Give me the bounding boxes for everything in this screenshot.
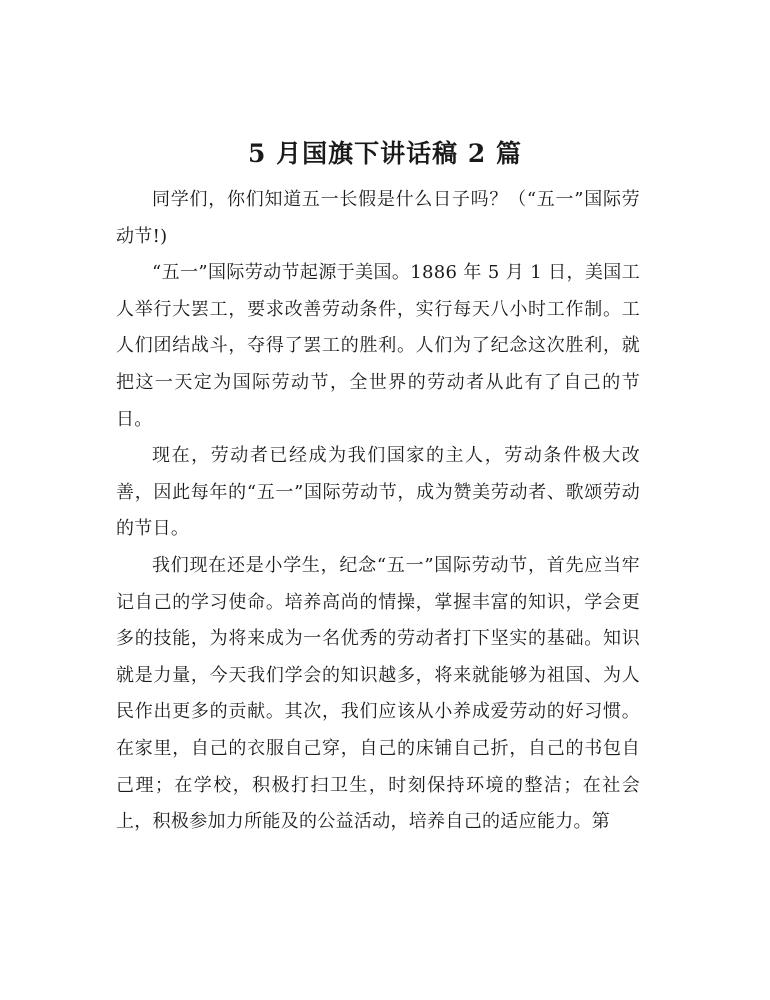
paragraph: “五一”国际劳动节起源于美国。1886 年 5 月 1 日，美国工人举行大罢工，要求改善劳动条件，实行每天八小时工作制。工人们团结战斗，夺得了罢工的胜利。人们为了纪念这次胜利，就把这一天定为国际劳动节，全世界的劳动者从此有了自己的节日。 [116,262,640,430]
paragraph: 现在，劳动者已经成为我们国家的主人，劳动条件极大改善，因此每年的“五一”国际劳动节，成为赞美劳动者、歌颂劳动的节日。 [116,445,640,540]
document-body [116,182,640,841]
paragraph: 我们现在还是小学生，纪念“五一”国际劳动节，首先应当牢记自己的学习使命。培养高尚的情操，掌握丰富的知识，学会更多的技能，为将来成为一名优秀的劳动者打下坚实的基础。知识就是力量，今天我们学会的知识越多，将来就能够为祖国、为人民作出更多的贡献。其次，我们应该从小养成爱劳动的好习惯。在家里，自己的衣服自己穿，自己的床铺自己折，自己的书包自己理；在学校，积极打扫卫生，时刻保持环境的整洁；在社会上，积极参加力所能及的公益活动，培养自己的适应能力。第 [116,554,640,833]
paragraph: 同学们，你们知道五一长假是什么日子吗？（“五一”国际劳动节!) [116,189,640,247]
document-title: 5 月国旗下讲话稿 2 篇 [248,139,522,168]
